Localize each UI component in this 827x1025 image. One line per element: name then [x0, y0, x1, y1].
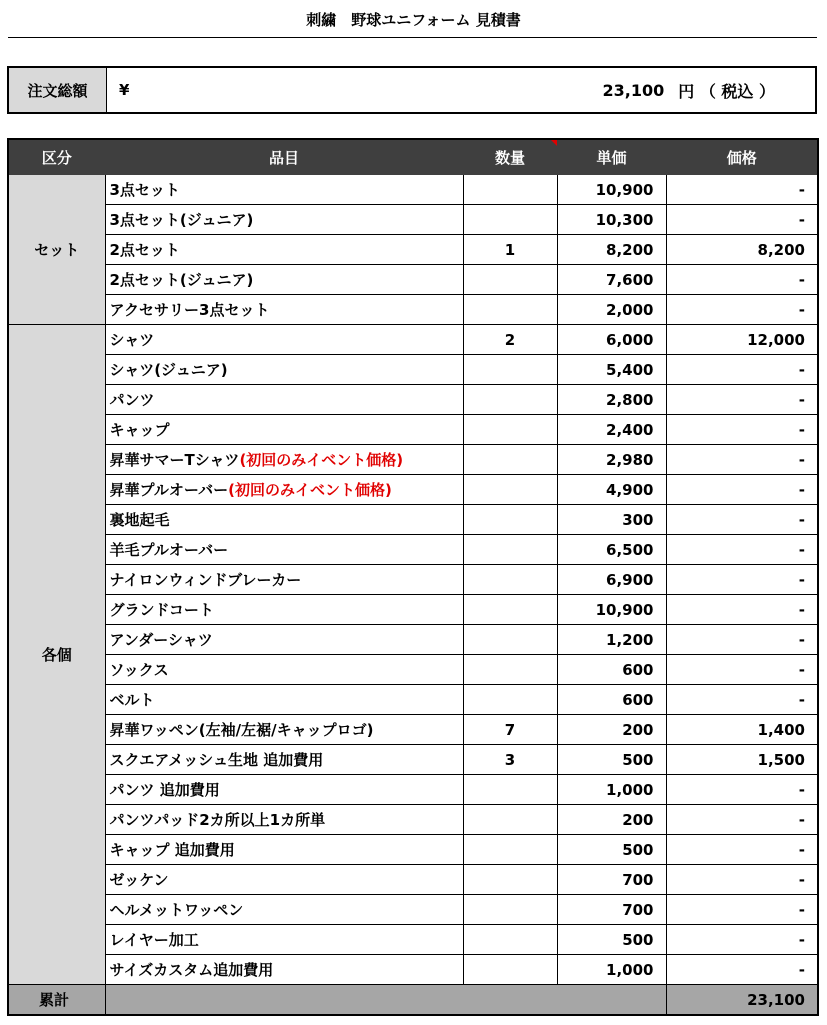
qty-cell	[463, 565, 557, 595]
table-row	[8, 865, 818, 895]
item-name: 裏地起毛	[109, 511, 170, 529]
price-cell: -	[666, 205, 818, 235]
qty-cell: 2	[463, 325, 557, 355]
qty-cell	[463, 805, 557, 835]
item-name: 2点セット	[109, 241, 180, 259]
item-name: 2点セット(ジュニア)	[109, 271, 254, 289]
item-name: アンダーシャツ	[109, 631, 213, 649]
item-cell	[105, 475, 463, 505]
item-cell	[105, 865, 463, 895]
price-cell: -	[666, 295, 818, 325]
qty-cell: 3	[463, 745, 557, 775]
price-cell: 8,200	[666, 235, 818, 265]
item-cell	[105, 355, 463, 385]
qty-cell	[463, 295, 557, 325]
price-cell: -	[666, 265, 818, 295]
item-cell	[105, 265, 463, 295]
table-row	[8, 385, 818, 415]
price-cell: -	[666, 655, 818, 685]
item-name: 3点セット	[109, 181, 180, 199]
unit-price-cell: 500	[557, 835, 666, 865]
item-cell	[105, 445, 463, 475]
item-cell	[105, 925, 463, 955]
qty-cell	[463, 775, 557, 805]
unit-price-cell: 1,200	[557, 625, 666, 655]
price-cell: -	[666, 475, 818, 505]
price-cell: -	[666, 955, 818, 985]
item-name: 3点セット(ジュニア)	[109, 211, 254, 229]
item-cell	[105, 955, 463, 985]
table-row	[8, 805, 818, 835]
unit-price-cell: 10,900	[557, 175, 666, 205]
header-qty-label: 数量	[494, 148, 525, 167]
item-cell	[105, 745, 463, 775]
item-name: シャツ(ジュニア)	[109, 361, 228, 379]
unit-price-cell: 10,900	[557, 595, 666, 625]
qty-cell: 7	[463, 715, 557, 745]
item-name: グランドコート	[109, 601, 214, 619]
item-cell	[105, 595, 463, 625]
item-cell	[105, 295, 463, 325]
order-total-box	[7, 66, 817, 114]
qty-cell	[463, 865, 557, 895]
qty-cell	[463, 415, 557, 445]
price-cell: -	[666, 685, 818, 715]
item-name: キャップ 追加費用	[109, 841, 235, 859]
table-row	[8, 355, 818, 385]
item-name: 昇華プルオーバー	[109, 481, 229, 499]
qty-cell	[463, 535, 557, 565]
item-cell	[105, 325, 463, 355]
category-cell: 各個	[8, 325, 105, 985]
table-row	[8, 205, 818, 235]
price-cell: -	[666, 565, 818, 595]
price-cell: -	[666, 445, 818, 475]
item-cell	[105, 205, 463, 235]
item-cell	[105, 175, 463, 205]
qty-cell	[463, 475, 557, 505]
qty-cell	[463, 205, 557, 235]
table-row	[8, 625, 818, 655]
qty-cell	[463, 595, 557, 625]
title-divider	[8, 37, 817, 38]
order-total-currency: ¥	[119, 81, 130, 99]
item-name: パンツ	[109, 391, 155, 409]
price-cell: -	[666, 535, 818, 565]
item-cell	[105, 655, 463, 685]
unit-price-cell: 700	[557, 895, 666, 925]
document-title: 刺繍 野球ユニフォーム 見積書	[306, 11, 521, 29]
qty-cell	[463, 835, 557, 865]
item-name: ヘルメットワッペン	[109, 901, 244, 919]
item-note: (初回のみイベント価格)	[228, 481, 392, 499]
summary-spacer	[105, 985, 666, 1016]
unit-price-cell: 300	[557, 505, 666, 535]
qty-cell: 1	[463, 235, 557, 265]
unit-price-cell: 6,500	[557, 535, 666, 565]
item-name: パンツ 追加費用	[109, 781, 220, 799]
item-name: 昇華サマーTシャツ	[109, 451, 240, 469]
price-cell: -	[666, 415, 818, 445]
unit-price-cell: 600	[557, 685, 666, 715]
qty-cell	[463, 355, 557, 385]
table-row	[8, 565, 818, 595]
unit-price-cell: 10,300	[557, 205, 666, 235]
table-row	[8, 325, 818, 355]
item-cell	[105, 715, 463, 745]
qty-cell	[463, 505, 557, 535]
table-row	[8, 715, 818, 745]
item-name: ゼッケン	[109, 871, 169, 889]
item-name: スクエアメッシュ生地 追加費用	[109, 751, 324, 769]
qty-cell	[463, 445, 557, 475]
table-row	[8, 835, 818, 865]
unit-price-cell: 4,900	[557, 475, 666, 505]
price-cell: -	[666, 895, 818, 925]
table-row	[8, 535, 818, 565]
table-row	[8, 475, 818, 505]
unit-price-cell: 1,000	[557, 775, 666, 805]
unit-price-cell: 500	[557, 745, 666, 775]
table-row	[8, 745, 818, 775]
header-category: 区分	[8, 139, 105, 175]
order-total-amount: 23,100	[602, 80, 665, 100]
item-name: 昇華ワッペン(左袖/左裾/キャップロゴ)	[109, 721, 374, 739]
category-cell: セット	[8, 175, 105, 325]
estimate-table	[7, 138, 819, 1016]
item-name: ソックス	[109, 661, 169, 679]
table-row	[8, 235, 818, 265]
summary-row	[8, 985, 818, 1016]
qty-cell	[463, 955, 557, 985]
item-cell	[105, 805, 463, 835]
price-cell: -	[666, 385, 818, 415]
item-name: 羊毛プルオーバー	[109, 541, 229, 559]
header-qty	[463, 139, 557, 175]
item-cell	[105, 505, 463, 535]
item-name: ベルト	[109, 691, 155, 709]
table-row	[8, 175, 818, 205]
order-total-suffix: 円 （ 税込 ）	[678, 81, 775, 101]
unit-price-cell: 200	[557, 805, 666, 835]
item-name: アクセサリー3点セット	[109, 301, 270, 319]
price-cell: -	[666, 595, 818, 625]
comment-indicator-icon	[551, 140, 557, 146]
item-cell	[105, 535, 463, 565]
header-unit-price: 単価	[557, 139, 666, 175]
price-cell: -	[666, 175, 818, 205]
table-row	[8, 445, 818, 475]
price-cell: -	[666, 625, 818, 655]
price-cell: -	[666, 805, 818, 835]
item-cell	[105, 565, 463, 595]
unit-price-cell: 700	[557, 865, 666, 895]
table-row	[8, 505, 818, 535]
unit-price-cell: 2,000	[557, 295, 666, 325]
table-row	[8, 685, 818, 715]
unit-price-cell: 7,600	[557, 265, 666, 295]
price-cell: -	[666, 835, 818, 865]
item-cell	[105, 235, 463, 265]
qty-cell	[463, 925, 557, 955]
item-name: サイズカスタム追加費用	[109, 961, 274, 979]
qty-cell	[463, 685, 557, 715]
qty-cell	[463, 655, 557, 685]
item-name: ナイロンウィンドブレーカー	[109, 571, 302, 589]
price-cell: -	[666, 355, 818, 385]
table-row	[8, 595, 818, 625]
item-name: パンツパッド2カ所以上1カ所単	[109, 811, 326, 829]
price-cell: -	[666, 865, 818, 895]
item-note: (初回のみイベント価格)	[239, 451, 404, 469]
qty-cell	[463, 175, 557, 205]
qty-cell	[463, 895, 557, 925]
table-row	[8, 655, 818, 685]
price-cell: -	[666, 925, 818, 955]
order-total-label: 注文総額	[9, 68, 107, 112]
summary-label: 累計	[8, 985, 105, 1016]
unit-price-cell: 5,400	[557, 355, 666, 385]
price-cell: -	[666, 505, 818, 535]
unit-price-cell: 6,900	[557, 565, 666, 595]
unit-price-cell: 200	[557, 715, 666, 745]
table-row	[8, 925, 818, 955]
table-row	[8, 415, 818, 445]
unit-price-cell: 2,980	[557, 445, 666, 475]
unit-price-cell: 2,800	[557, 385, 666, 415]
unit-price-cell: 8,200	[557, 235, 666, 265]
item-cell	[105, 385, 463, 415]
unit-price-cell: 2,400	[557, 415, 666, 445]
unit-price-cell: 1,000	[557, 955, 666, 985]
order-total-value	[159, 68, 815, 112]
item-cell	[105, 835, 463, 865]
price-cell: 12,000	[666, 325, 818, 355]
item-name: キャップ	[109, 421, 170, 439]
table-row	[8, 775, 818, 805]
table-header-row	[8, 139, 818, 175]
unit-price-cell: 6,000	[557, 325, 666, 355]
qty-cell	[463, 385, 557, 415]
qty-cell	[463, 625, 557, 655]
qty-cell	[463, 265, 557, 295]
table-row	[8, 895, 818, 925]
table-row	[8, 295, 818, 325]
item-cell	[105, 685, 463, 715]
unit-price-cell: 600	[557, 655, 666, 685]
item-cell	[105, 625, 463, 655]
table-row	[8, 955, 818, 985]
item-name: シャツ	[109, 331, 155, 349]
summary-total: 23,100	[666, 985, 818, 1016]
item-cell	[105, 895, 463, 925]
table-row	[8, 265, 818, 295]
unit-price-cell: 500	[557, 925, 666, 955]
item-cell	[105, 775, 463, 805]
item-name: レイヤー加工	[109, 931, 199, 949]
table-body	[8, 175, 818, 1016]
header-item: 品目	[105, 139, 463, 175]
item-cell	[105, 415, 463, 445]
price-cell: 1,500	[666, 745, 818, 775]
price-cell: 1,400	[666, 715, 818, 745]
price-cell: -	[666, 775, 818, 805]
header-price: 価格	[666, 139, 818, 175]
